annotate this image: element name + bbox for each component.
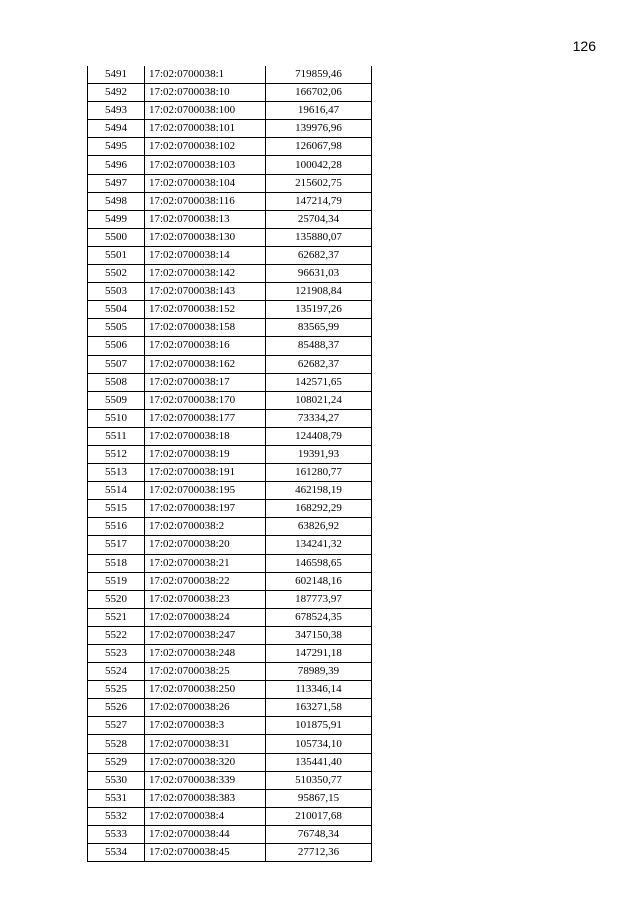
table-row	[88, 246, 372, 264]
cadastral-value-cell: 135197,26	[266, 301, 372, 319]
cadastral-number-cell: 17:02:0700038:170	[145, 391, 266, 409]
cadastral-value-cell: 62682,37	[266, 355, 372, 373]
cadastral-value-cell: 719859,46	[266, 66, 372, 84]
cadastral-value-cell: 73334,27	[266, 409, 372, 427]
table-row	[88, 373, 372, 391]
row-number-cell: 5523	[88, 645, 145, 663]
cadastral-number-cell: 17:02:0700038:1	[145, 66, 266, 84]
cadastral-value-cell: 78989,39	[266, 663, 372, 681]
table-row	[88, 337, 372, 355]
cadastral-value-cell: 27712,36	[266, 844, 372, 862]
cadastral-number-cell: 17:02:0700038:248	[145, 645, 266, 663]
row-number-cell: 5498	[88, 192, 145, 210]
cadastral-number-cell: 17:02:0700038:26	[145, 699, 266, 717]
cadastral-number-cell: 17:02:0700038:25	[145, 663, 266, 681]
row-number-cell: 5496	[88, 156, 145, 174]
row-number-cell: 5507	[88, 355, 145, 373]
table-row	[88, 192, 372, 210]
cadastral-value-cell: 108021,24	[266, 391, 372, 409]
table-row	[88, 717, 372, 735]
row-number-cell: 5525	[88, 681, 145, 699]
cadastral-number-cell: 17:02:0700038:17	[145, 373, 266, 391]
row-number-cell: 5499	[88, 210, 145, 228]
row-number-cell: 5516	[88, 518, 145, 536]
cadastral-number-cell: 17:02:0700038:103	[145, 156, 266, 174]
cadastral-value-cell: 147291,18	[266, 645, 372, 663]
cadastral-number-cell: 17:02:0700038:3	[145, 717, 266, 735]
cadastral-number-cell: 17:02:0700038:23	[145, 590, 266, 608]
table-row	[88, 301, 372, 319]
cadastral-number-cell: 17:02:0700038:143	[145, 283, 266, 301]
cadastral-value-cell: 215602,75	[266, 174, 372, 192]
cadastral-number-cell: 17:02:0700038:130	[145, 228, 266, 246]
row-number-cell: 5491	[88, 66, 145, 84]
table-row	[88, 572, 372, 590]
table-row	[88, 265, 372, 283]
row-number-cell: 5530	[88, 771, 145, 789]
cadastral-number-cell: 17:02:0700038:19	[145, 445, 266, 463]
row-number-cell: 5493	[88, 102, 145, 120]
cadastral-value-cell: 19616,47	[266, 102, 372, 120]
table-row	[88, 409, 372, 427]
cadastral-number-cell: 17:02:0700038:102	[145, 138, 266, 156]
cadastral-value-cell: 142571,65	[266, 373, 372, 391]
cadastral-number-cell: 17:02:0700038:116	[145, 192, 266, 210]
row-number-cell: 5502	[88, 265, 145, 283]
row-number-cell: 5518	[88, 554, 145, 572]
table-row	[88, 735, 372, 753]
cadastral-number-cell: 17:02:0700038:250	[145, 681, 266, 699]
table-row	[88, 844, 372, 862]
row-number-cell: 5529	[88, 753, 145, 771]
cadastral-value-cell: 161280,77	[266, 464, 372, 482]
cadastral-value-cell: 163271,58	[266, 699, 372, 717]
cadastral-value-cell: 121908,84	[266, 283, 372, 301]
cadastral-number-cell: 17:02:0700038:4	[145, 807, 266, 825]
row-number-cell: 5508	[88, 373, 145, 391]
cadastral-value-cell: 19391,93	[266, 445, 372, 463]
cadastral-value-cell: 146598,65	[266, 554, 372, 572]
cadastral-number-cell: 17:02:0700038:101	[145, 120, 266, 138]
row-number-cell: 5533	[88, 825, 145, 843]
table-row	[88, 500, 372, 518]
cadastral-value-cell: 62682,37	[266, 246, 372, 264]
table-row	[88, 319, 372, 337]
cadastral-number-cell: 17:02:0700038:24	[145, 608, 266, 626]
row-number-cell: 5527	[88, 717, 145, 735]
cadastral-number-cell: 17:02:0700038:320	[145, 753, 266, 771]
table-row	[88, 210, 372, 228]
row-number-cell: 5520	[88, 590, 145, 608]
row-number-cell: 5532	[88, 807, 145, 825]
cadastral-number-cell: 17:02:0700038:339	[145, 771, 266, 789]
cadastral-value-cell: 96631,03	[266, 265, 372, 283]
table-row	[88, 807, 372, 825]
row-number-cell: 5534	[88, 844, 145, 862]
row-number-cell: 5512	[88, 445, 145, 463]
cadastral-value-cell: 210017,68	[266, 807, 372, 825]
table-row	[88, 681, 372, 699]
row-number-cell: 5492	[88, 84, 145, 102]
row-number-cell: 5511	[88, 427, 145, 445]
cadastral-number-cell: 17:02:0700038:100	[145, 102, 266, 120]
table-row	[88, 554, 372, 572]
table-row	[88, 464, 372, 482]
cadastral-value-table	[87, 66, 372, 862]
table-row	[88, 138, 372, 156]
cadastral-value-cell: 135880,07	[266, 228, 372, 246]
cadastral-number-cell: 17:02:0700038:162	[145, 355, 266, 373]
row-number-cell: 5524	[88, 663, 145, 681]
cadastral-value-cell: 347150,38	[266, 626, 372, 644]
table-row	[88, 102, 372, 120]
table-row	[88, 771, 372, 789]
table-row	[88, 355, 372, 373]
table-row	[88, 228, 372, 246]
cadastral-value-cell: 139976,96	[266, 120, 372, 138]
cadastral-number-cell: 17:02:0700038:20	[145, 536, 266, 554]
cadastral-value-cell: 95867,15	[266, 789, 372, 807]
table-row	[88, 84, 372, 102]
row-number-cell: 5521	[88, 608, 145, 626]
cadastral-value-cell: 100042,28	[266, 156, 372, 174]
row-number-cell: 5528	[88, 735, 145, 753]
table-row	[88, 518, 372, 536]
cadastral-value-cell: 113346,14	[266, 681, 372, 699]
row-number-cell: 5515	[88, 500, 145, 518]
cadastral-number-cell: 17:02:0700038:152	[145, 301, 266, 319]
cadastral-number-cell: 17:02:0700038:22	[145, 572, 266, 590]
row-number-cell: 5531	[88, 789, 145, 807]
cadastral-number-cell: 17:02:0700038:10	[145, 84, 266, 102]
cadastral-value-cell: 63826,92	[266, 518, 372, 536]
table-row	[88, 66, 372, 84]
row-number-cell: 5494	[88, 120, 145, 138]
row-number-cell: 5519	[88, 572, 145, 590]
cadastral-value-cell: 76748,34	[266, 825, 372, 843]
cadastral-number-cell: 17:02:0700038:195	[145, 482, 266, 500]
table-row	[88, 590, 372, 608]
cadastral-number-cell: 17:02:0700038:177	[145, 409, 266, 427]
cadastral-number-cell: 17:02:0700038:45	[145, 844, 266, 862]
cadastral-value-cell: 187773,97	[266, 590, 372, 608]
row-number-cell: 5522	[88, 626, 145, 644]
cadastral-value-cell: 83565,99	[266, 319, 372, 337]
row-number-cell: 5504	[88, 301, 145, 319]
cadastral-value-cell: 602148,16	[266, 572, 372, 590]
row-number-cell: 5506	[88, 337, 145, 355]
row-number-cell: 5503	[88, 283, 145, 301]
cadastral-value-cell: 166702,06	[266, 84, 372, 102]
table-row	[88, 789, 372, 807]
cadastral-number-cell: 17:02:0700038:31	[145, 735, 266, 753]
cadastral-number-cell: 17:02:0700038:191	[145, 464, 266, 482]
row-number-cell: 5497	[88, 174, 145, 192]
row-number-cell: 5514	[88, 482, 145, 500]
table-row	[88, 825, 372, 843]
table-row	[88, 427, 372, 445]
cadastral-value-cell: 126067,98	[266, 138, 372, 156]
cadastral-value-cell: 135441,40	[266, 753, 372, 771]
table-row	[88, 608, 372, 626]
cadastral-number-cell: 17:02:0700038:247	[145, 626, 266, 644]
cadastral-value-cell: 134241,32	[266, 536, 372, 554]
cadastral-number-cell: 17:02:0700038:383	[145, 789, 266, 807]
cadastral-number-cell: 17:02:0700038:16	[145, 337, 266, 355]
table-body	[88, 66, 372, 862]
row-number-cell: 5495	[88, 138, 145, 156]
cadastral-value-cell: 101875,91	[266, 717, 372, 735]
cadastral-value-cell: 105734,10	[266, 735, 372, 753]
row-number-cell: 5526	[88, 699, 145, 717]
row-number-cell: 5501	[88, 246, 145, 264]
cadastral-number-cell: 17:02:0700038:197	[145, 500, 266, 518]
table-row	[88, 699, 372, 717]
row-number-cell: 5500	[88, 228, 145, 246]
cadastral-value-cell: 168292,29	[266, 500, 372, 518]
row-number-cell: 5505	[88, 319, 145, 337]
table-row	[88, 174, 372, 192]
table-row	[88, 482, 372, 500]
table-row	[88, 391, 372, 409]
cadastral-number-cell: 17:02:0700038:13	[145, 210, 266, 228]
cadastral-number-cell: 17:02:0700038:142	[145, 265, 266, 283]
row-number-cell: 5509	[88, 391, 145, 409]
page-number: 126	[572, 38, 596, 54]
row-number-cell: 5513	[88, 464, 145, 482]
table-row	[88, 626, 372, 644]
table-row	[88, 283, 372, 301]
table-row	[88, 753, 372, 771]
cadastral-value-cell: 462198,19	[266, 482, 372, 500]
cadastral-number-cell: 17:02:0700038:104	[145, 174, 266, 192]
cadastral-value-cell: 25704,34	[266, 210, 372, 228]
cadastral-value-cell: 510350,77	[266, 771, 372, 789]
cadastral-value-cell: 678524,35	[266, 608, 372, 626]
cadastral-number-cell: 17:02:0700038:18	[145, 427, 266, 445]
cadastral-number-cell: 17:02:0700038:21	[145, 554, 266, 572]
cadastral-value-cell: 124408,79	[266, 427, 372, 445]
table-row	[88, 536, 372, 554]
cadastral-value-cell: 85488,37	[266, 337, 372, 355]
table-row	[88, 445, 372, 463]
cadastral-number-cell: 17:02:0700038:158	[145, 319, 266, 337]
cadastral-number-cell: 17:02:0700038:14	[145, 246, 266, 264]
cadastral-number-cell: 17:02:0700038:2	[145, 518, 266, 536]
row-number-cell: 5510	[88, 409, 145, 427]
cadastral-number-cell: 17:02:0700038:44	[145, 825, 266, 843]
table-row	[88, 120, 372, 138]
table-row	[88, 645, 372, 663]
row-number-cell: 5517	[88, 536, 145, 554]
cadastral-value-cell: 147214,79	[266, 192, 372, 210]
table-row	[88, 156, 372, 174]
table-row	[88, 663, 372, 681]
